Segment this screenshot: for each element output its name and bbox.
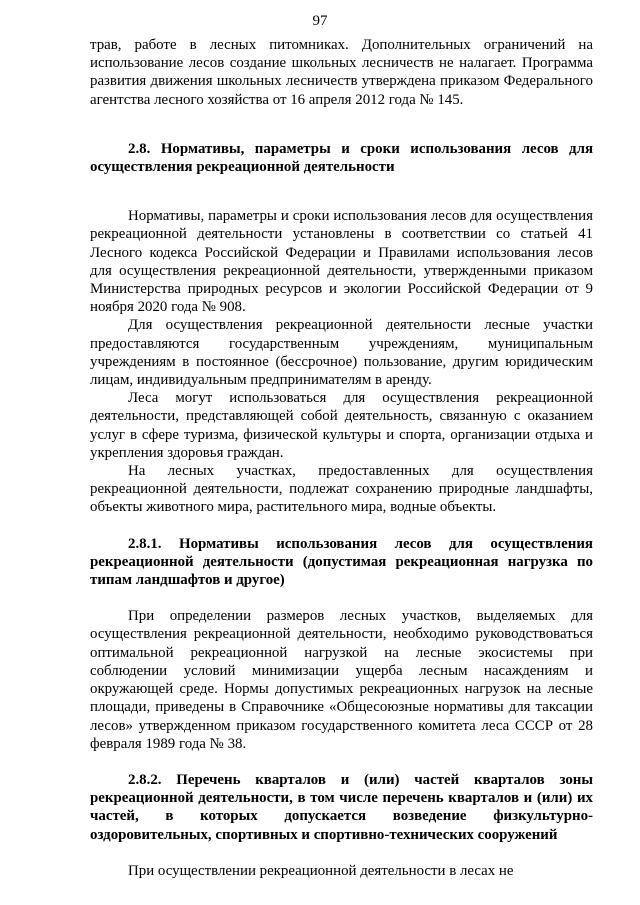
section-2-8-paragraph-1: Нормативы, параметры и сроки использования лесов для осуществления рекреационной деятельности установлены в соответствии со статьей 41 Лесного кодекса Российской Федерации и Правилами использования лесов для осуществления рекреационной деятельности, утвержденными приказом Министерства природных ресурсов и экологии Российской Федерации от 9 ноября 2020 года № 908. (90, 208, 593, 316)
section-2-8-2-heading: 2.8.2. Перечень кварталов и (или) частей кварталов зоны рекреационной деятельности, в том числе перечень кварталов и (или) их частей, в которых допускается возведение физкультурно-оздоровительных, спортивных и спортивно-технических сооружений (90, 771, 593, 843)
section-2-8-paragraph-4: На лесных участках, предоставленных для осуществления рекреационной деятельности, подлежат сохранению природные ландшафты, объекты животного мира, растительного мира, водные объекты. (90, 463, 593, 516)
intro-paragraph: трав, работе в лесных питомниках. Дополнительных ограничений на использование лесов создание школьных лесничеств не налагает. Программа развития движения школьных лесничеств утверждена приказом Федерального агентства лесного хозяйства от 16 апреля 2012 года № 145. (90, 37, 593, 108)
section-2-8-1-heading: 2.8.1. Нормативы использования лесов для осуществления рекреационной деятельности (допустимая рекреационная нагрузка по типам ландшафтов и другое) (90, 535, 593, 589)
page-content (90, 36, 593, 880)
page-number: 97 (312, 13, 328, 29)
section-2-8-1-paragraph-1: При определении размеров лесных участков, выделяемых для осуществления рекреационной деятельности, необходимо руководствоваться оптимальной рекреационной нагрузкой на лесные экосистемы при соблюдении условий минимизации ущерба лесным насаждениям и окружающей среде. Нормы допустимых рекреационных нагрузок на лесные площади, приведены в Справочнике «Общесоюзные нормативы для таксации лесов» утвержденном приказом государственного комитета леса СССР от 28 февраля 1989 года № 38. (90, 608, 593, 752)
section-2-8-paragraph-2: Для осуществления рекреационной деятельности лесные участки предоставляются государственным учреждениям, муниципальным учреждениям в постоянное (бессрочное) пользование, другим юридическим лицам, индивидуальным предпринимателям в аренду. (90, 317, 593, 389)
section-2-8-heading: 2.8. Нормативы, параметры и сроки использования лесов для осуществления рекреационной деятельности (90, 140, 593, 176)
section-2-8-paragraph-3: Леса могут использоваться для осуществления рекреационной деятельности, представляющей собой деятельность, связанную с оказанием услуг в сфере туризма, физической культуры и спорта, организации отдыха и укрепления здоровья граждан. (90, 390, 593, 461)
section-2-8-2-paragraph-1: При осуществлении рекреационной деятельности в лесах не (128, 862, 514, 879)
